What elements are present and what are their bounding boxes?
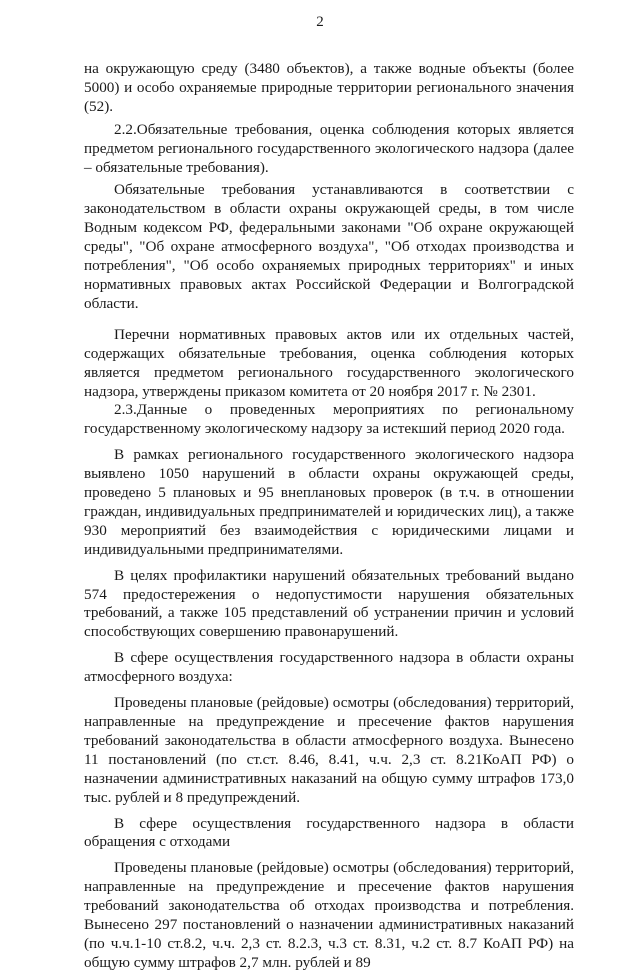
paragraph-section-2-3: 2.3.Данные о проведенных мероприятиях по региональному государственному экологическому надзору за истекший период 2020 года. [84, 401, 574, 438]
paragraph-continuation: на окружающую среду (3480 объектов), а также водные объекты (более 5000) и особо охраняемые природные территории регионального значения (52). [84, 60, 574, 115]
paragraph-air-heading: В сфере осуществления государственного надзора в области охраны атмосферного воздуха: [84, 649, 574, 686]
paragraph-requirements: Обязательные требования устанавливаются в соответствии с законодательством в области охраны окружающей среды, в том числе Водным кодексом РФ, федеральными законами "Об охране окружающей среды", "Об охране атмосферного воздуха", "Об отходах производства и потребления", "Об особо охраняемых природных территориях" и иных нормативных правовых актах Российской Федерации и Волгоградской области. [84, 181, 574, 312]
paragraph-prevention: В целях профилактики нарушений обязательных требований выдано 574 предостережения о недопустимости нарушения обязательных требований, а также 105 представлений об устранении причин и условий способствующих совершению правонарушений. [84, 566, 574, 641]
paragraph-waste-heading: В сфере осуществления государственного надзора в области обращения с отходами [84, 814, 574, 851]
paragraph-section-2-2: 2.2.Обязательные требования, оценка соблюдения которых является предметом регионального государственного экологического надзора (далее – обязательные требования). [84, 120, 574, 176]
paragraph-normative-acts: Перечни нормативных правовых актов или их отдельных частей, содержащих обязательные требования, оценка соблюдения которых является предметом регионального государственного экологического надзора, утверждены приказом комитета от 20 ноября 2017 г. № 2301. [84, 325, 574, 400]
document-body [84, 60, 574, 973]
page-number: 2 [316, 14, 324, 30]
paragraph-air-details: Проведены плановые (рейдовые) осмотры (обследования) территорий, направленные на предупреждение и пресечение фактов нарушения требований законодательства в области атмосферного воздуха. Вынесено 11 постановлений (по ст.ст. 8.46, 8.41, ч.ч. 2,3 ст. 8.21КоАП РФ) о назначении административных наказаний на общую сумму штрафов 173,0 тыс. рублей и 8 предупреждений. [84, 694, 574, 806]
paragraph-violations: В рамках регионального государственного экологического надзора выявлено 1050 нарушений в области охраны окружающей среды, проведено 5 плановых и 95 внеплановых проверок (в т.ч. в отношении граждан, индивидуальных предпринимателей и юридических лиц), а также 930 мероприятий без взаимодействия с юридическими лицами и индивидуальными предпринимателями. [84, 446, 574, 558]
paragraph-waste-details: Проведены плановые (рейдовые) осмотры (обследования) территорий, направленные на предупреждение и пресечение фактов нарушения требований законодательства об отходах производства и потребления. Вынесено 297 постановлений о назначении административных наказаний (по ч.ч.1-10 ст.8.2, ч.ч. 2,3 ст. 8.2.3, ч.3 ст. 8.31, ч.2 ст. 8.7 КоАП РФ) на общую сумму штрафов 2,7 млн. рублей и 89 [84, 859, 574, 971]
